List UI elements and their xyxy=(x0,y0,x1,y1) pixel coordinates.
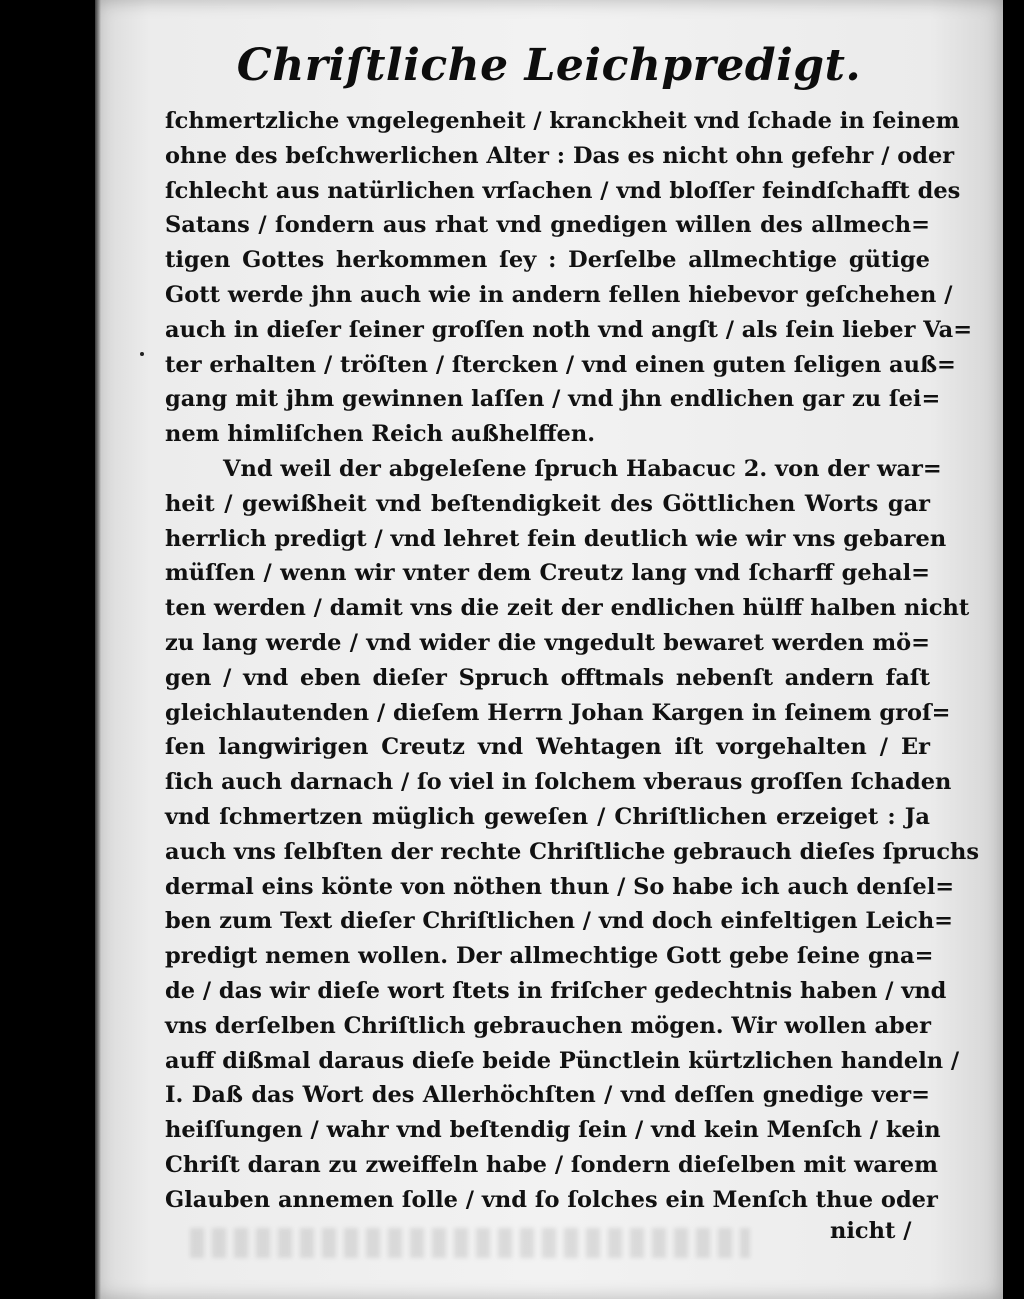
text-line: Glauben annemen ſolle / vnd ſo ſolches ein Menſch thue oder xyxy=(165,1186,938,1213)
text-line: auch vns ſelbſten der rechte Chriſtliche gebrauch dieſes ſpruchs xyxy=(165,838,980,865)
text-line: nem himliſchen Reich außhelffen. xyxy=(165,421,596,448)
text-line: Chriſt daran zu zweiffeln habe / ſondern dieſelben mit warem xyxy=(165,1151,938,1178)
text-line: ſich auch darnach / ſo viel in ſolchem vberaus groſſen ſchaden xyxy=(165,769,952,796)
running-head: Chriſtliche Leichpredigt. xyxy=(236,40,862,91)
text-line: gleichlautenden / dieſem Herrn Johan Kargen in ſeinem groſ= xyxy=(165,699,951,726)
catchword: nicht / xyxy=(830,1218,912,1244)
text-line: gen / vnd eben dieſer Spruch offtmals nebenſt andern faſt xyxy=(165,664,930,691)
text-line: ſen langwirigen Creutz vnd Wehtagen iſt vorgehalten / Er xyxy=(165,734,930,761)
text-line: müſſen / wenn wir vnter dem Creutz lang vnd ſcharff gehal= xyxy=(165,560,930,587)
text-line: ten werden / damit vns die zeit der endlichen hülff halben nicht xyxy=(165,595,970,622)
text-line: heit / gewißheit vnd beſtendigkeit des Göttlichen Worts gar xyxy=(165,490,930,517)
text-line: tigen Gottes herkommen ſey : Derſelbe allmechtige gütige xyxy=(165,247,930,274)
text-line: herrlich predigt / vnd lehret fein deutlich wie wir vns gebaren xyxy=(165,525,947,552)
text-line: ben zum Text dieſer Chriſtlichen / vnd doch einfeltigen Leich= xyxy=(165,908,954,935)
page-gutter-shadow xyxy=(95,0,101,1299)
text-line: gang mit jhm gewinnen laſſen / vnd jhn endlichen gar zu ſei= xyxy=(165,386,941,413)
text-line: predigt nemen wollen. Der allmechtige Gott gebe ſeine gna= xyxy=(165,943,934,970)
text-line: vnd ſchmertzen müglich geweſen / Chriſtlichen erzeiget : Ja xyxy=(165,803,930,830)
text-line: I. Daß das Wort des Allerhöchſten / vnd deſſen gnedige ver= xyxy=(165,1082,930,1109)
text-line: Gott werde jhn auch wie in andern fellen hiebevor geſchehen / xyxy=(165,281,953,308)
text-line: ohne des beſchwerlichen Alter : Das es nicht ohn gefehr / oder xyxy=(165,142,955,169)
margin-dot xyxy=(140,352,144,356)
text-line: ter erhalten / tröſten / ſtercken / vnd einen guten ſeligen auß= xyxy=(165,351,956,378)
body-text xyxy=(165,104,980,1218)
text-line: vns derſelben Chriſtlich gebrauchen mögen. Wir wollen aber xyxy=(165,1012,931,1039)
text-line: de / das wir dieſe wort ſtets in friſcher gedechtnis haben / vnd xyxy=(165,977,947,1004)
text-line: auch in dieſer ſeiner groſſen noth vnd angſt / als ſein lieber Va= xyxy=(165,316,973,343)
text-line: auff dißmal daraus dieſe beide Pünctlein kürtzlichen handeln / xyxy=(165,1047,960,1074)
text-line: ſchlecht aus natürlichen vrſachen / vnd bloſſer feindſchafft des xyxy=(165,177,961,204)
show-through-bleed xyxy=(190,1228,750,1258)
text-line: heiſſungen / wahr vnd beſtendig ſein / vnd kein Menſch / kein xyxy=(165,1117,941,1144)
text-line: ſchmertzliche vngelegenheit / kranckheit vnd ſchade in ſeinem xyxy=(165,108,960,134)
text-line: dermal eins könte von nöthen thun / So habe ich auch denſel= xyxy=(165,873,955,900)
text-line: zu lang werde / vnd wider die vngedult bewaret werden mö= xyxy=(165,629,930,656)
paragraph-start-line: Vnd weil der abgeleſene ſpruch Habacuc 2. von der war= xyxy=(223,455,942,482)
text-line: Satans / ſondern aus rhat vnd gnedigen willen des allmech= xyxy=(165,212,930,239)
